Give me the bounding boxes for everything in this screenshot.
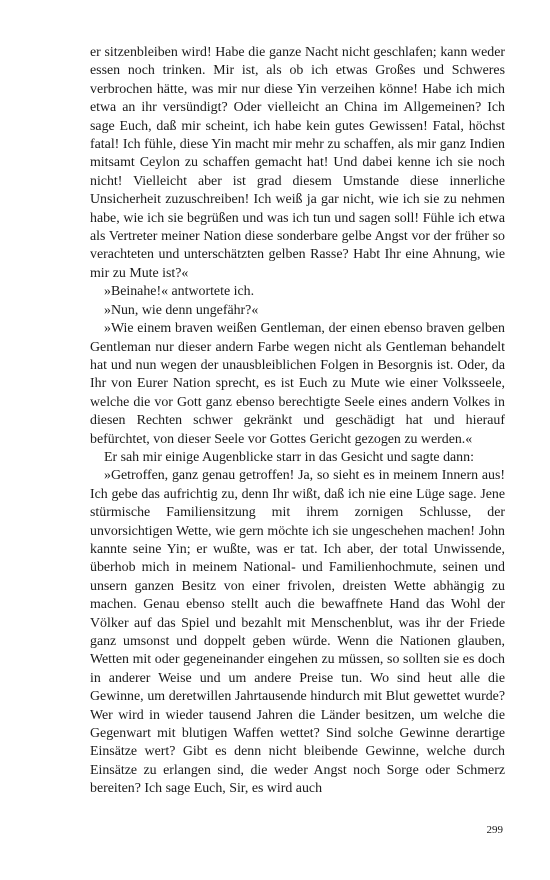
paragraph: Er sah mir einige Augenblicke starr in das Gesicht und sagte dann: <box>104 449 474 465</box>
paragraph: »Wie einem braven weißen Gentleman, der einen ebenso braven gelben Gentleman nur dieser andern Farbe wegen nicht als Gentleman behandelt hat und nun wegen der unausbleiblichen Folgen in Besorgnis ist. Oder, da Ihr von Eurer Nation sprecht, es ist Euch zu Mute wie einer Volksseele, welche die vor Gott ganz ebenso berechtigte Seele eines andern Volkes in diesen Rechten schwer gekränkt und geschädigt hat und hierauf befürchtet, von dieser Seele vor Gottes Gericht gezogen zu werden.« <box>90 321 505 447</box>
paragraph: »Getroffen, ganz genau getroffen! Ja, so sieht es in meinem Innern aus! Ich gebe das aufrichtig zu, denn Ihr wißt, daß ich nie eine Lüge sage. Jene stürmische Familiensitzung mit ihrem zornigen Schlusse, der unvorsichtigen Wette, wie gern möchte ich sie ungeschehen machen! John kannte seine Yin; er wußte, was er tat. Ich aber, der total Unwissende, überhob mich in meinem National- und Familienhochmute, seinen und unsern ganzen Besitz von einer frivolen, dreisten Wette abhängig zu machen. Genau ebenso stellt auch die bewaffnete Hand das Wohl der Völker auf das Spiel und bezahlt mit Menschenblut, was ihr der Friede ganz umsonst und doppelt geben würde. Wenn die Nationen glauben, Wetten mit oder gegeneinander eingehen zu müssen, so sollten sie es doch in anderer Weise und um andere Preise tun. Wo sind heut alle die Gewinne, um deretwillen Jahrtausende hindurch mit Blut gewettet wurde? Wer wird in wieder tausend Jahren die Länder besitzen, um welche die Gegenwart mit blutigen Waffen wettet? Sind solche Gewinne derartige Einsätze wert? Gibt es denn nicht bleibende Gewinne, welche durch Einsätze zu erlangen sind, die weder Angst noch Sorge oder Schmerz bereiten? Ich sage Euch, Sir, es wird auch <box>90 468 505 797</box>
page-number: 299 <box>486 824 503 836</box>
body-text <box>90 44 505 799</box>
paragraph: »Nun, wie denn ungefähr?« <box>104 302 259 318</box>
paragraph: er sitzenbleiben wird! Habe die ganze Nacht nicht geschlafen; kann weder essen noch trinken. Mir ist, als ob ich etwas Großes und Schweres verbrochen hätte, was mir nur diese Yin verzeihen könne! Habe ich mich etwa an ihr versündigt? Oder vielleicht an China im Allgemeinen? Ich sage Euch, daß mir scheint, ich habe kein gutes Gewissen! Fatal, höchst fatal! Ich fühle, diese Yin macht mir mehr zu schaffen, als mir ganz Indien mitsamt Ceylon zu schaffen gemacht hat! Und dabei kenne ich sie noch nicht! Vielleicht aber ist grad diesem Umstande diese innerliche Unsicherheit zuzuschreiben! Ich weiß ja gar nicht, wie ich sie zu nehmen habe, wie ich sie begrüßen und was ich tun und sagen soll! Fühle ich etwa als Vertreter meiner Nation diese sonderbare gelbe Angst vor der früher so verachteten und unterschätzten gelben Rasse? Habt Ihr eine Ahnung, wie mir zu Mute ist?« <box>90 45 505 281</box>
paragraph: »Beinahe!« antwortete ich. <box>104 284 255 300</box>
